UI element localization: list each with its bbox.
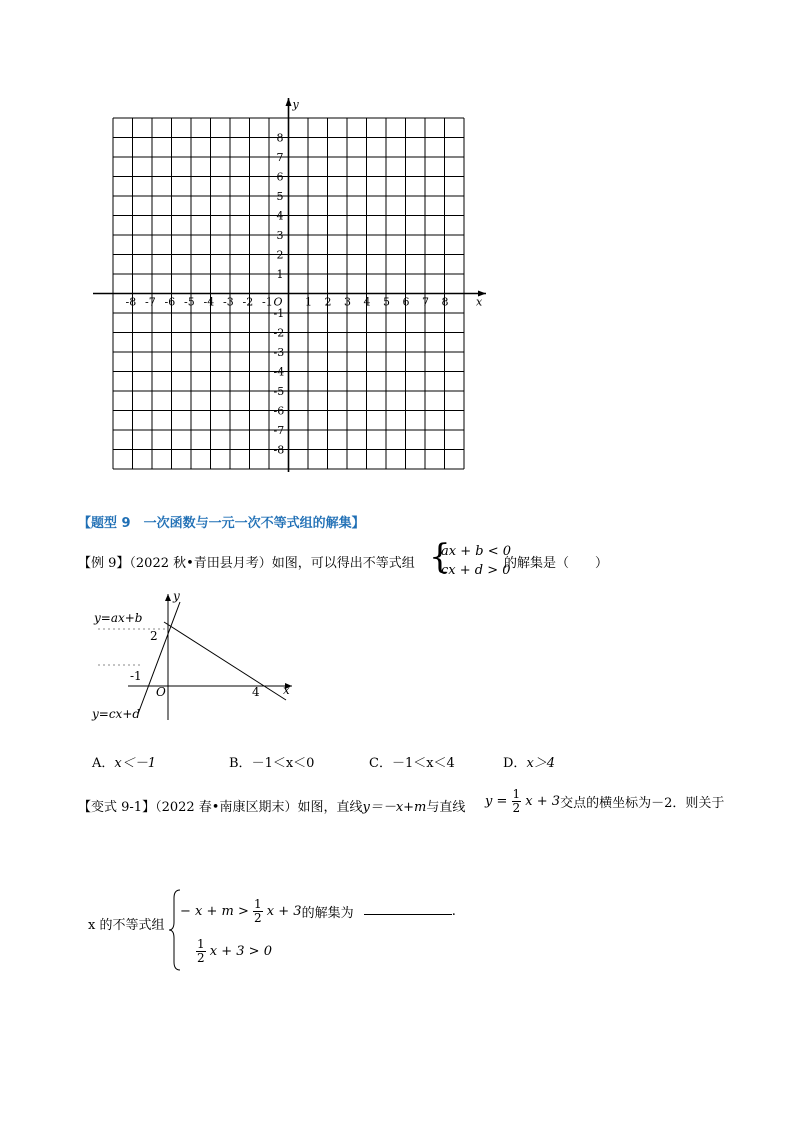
period: . <box>451 904 456 919</box>
x-tick-label: 6 <box>402 295 410 309</box>
x-tick-label: 5 <box>383 295 390 309</box>
x-tick-label: -1 <box>262 295 273 309</box>
fraction-den: 2 <box>512 801 521 815</box>
x-tick-label: -8 <box>125 295 137 309</box>
choice-a-text: x＜－1 <box>114 756 156 771</box>
ineq-1-frac-num: 1 <box>254 897 262 911</box>
example-9-figure <box>80 588 300 728</box>
example-9-suffix: 的解集是（ ） <box>504 556 609 571</box>
choice-d-text: x＞4 <box>526 756 556 771</box>
label-y-cx-d: y=cx+d <box>92 707 141 721</box>
choice-b-letter: B． <box>229 756 252 771</box>
y-tick-label: 2 <box>276 248 284 262</box>
y-tick-label: -1 <box>273 307 285 320</box>
choice-c-text: －1＜x＜4 <box>391 756 455 771</box>
variant-9-1-question <box>78 796 465 815</box>
x-tick-label: 1 <box>305 295 312 309</box>
x-tick-label: -5 <box>184 295 195 309</box>
y-tick-label: 4 <box>276 209 284 223</box>
y-tick-label: -4 <box>273 365 285 379</box>
label-x-axis: x <box>283 683 290 697</box>
variant-line-2 <box>485 788 724 815</box>
y-tick-label: 8 <box>276 131 284 145</box>
origin-label: O <box>273 295 283 309</box>
x-tick-label: -3 <box>223 295 234 309</box>
variant-9-1-tag: 【变式 9-1】 <box>78 800 156 815</box>
y-tick-label: 7 <box>276 151 284 164</box>
ineq-1-pre: − x + m > <box>180 904 249 919</box>
ineq-1-fraction <box>253 898 263 925</box>
variant-ineq-1 <box>180 898 456 925</box>
label-origin: O <box>156 685 166 699</box>
x-tick-label: 2 <box>324 295 332 309</box>
y-tick-label: -5 <box>273 385 285 398</box>
ineq-2-post: x + 3 > 0 <box>209 944 272 959</box>
variant-ineq-2 <box>196 938 272 965</box>
choice-b-text: －1＜x＜0 <box>251 756 315 771</box>
variant-line-1: y＝－x+m <box>362 800 427 815</box>
variant-tail: 交点的横坐标为－2．则关于 <box>560 796 725 811</box>
y-tick-label: -8 <box>273 443 285 457</box>
ineq-2-fraction <box>196 938 206 965</box>
y-tick-label: -2 <box>273 326 285 340</box>
x-tick-label: -6 <box>164 295 176 309</box>
x-tick-label: 3 <box>344 295 351 309</box>
example-9-question <box>78 552 415 571</box>
example-9-tag: 【例 9】 <box>78 556 130 571</box>
choice-a[interactable] <box>92 752 156 771</box>
fraction-half <box>512 788 522 815</box>
x-axis-label: x <box>476 295 483 309</box>
fraction-num: 1 <box>512 787 521 801</box>
choice-d-letter: D． <box>503 756 527 771</box>
variant-mid: 与直线 <box>426 800 466 815</box>
y-tick-label: -3 <box>273 346 285 359</box>
y-axis-arrow <box>286 98 292 106</box>
label-y-axis: y <box>173 589 180 603</box>
y-tick-label: 6 <box>276 170 284 184</box>
variant-line-2-post: x + 3 <box>525 794 561 809</box>
choice-c-letter: C． <box>369 756 392 771</box>
ineq-2-frac-den: 2 <box>197 951 205 965</box>
choice-c[interactable] <box>369 752 455 771</box>
brace-left: { <box>429 537 451 577</box>
label-4: 4 <box>252 685 260 699</box>
variant-q-pre: x 的不等式组 <box>88 918 165 933</box>
y-tick-label: 1 <box>276 268 284 281</box>
ineq-2-frac-num: 1 <box>197 937 205 951</box>
example-9-source: （2022 秋•青田县月考）如图，可以得出不等式组 <box>129 556 415 571</box>
variant-q-post: 的解集为 <box>301 906 354 921</box>
x-tick-label: -7 <box>145 295 156 309</box>
ineq-1-post: x + 3 <box>266 904 302 919</box>
choice-a-letter: A． <box>92 756 115 771</box>
y-tick-label: 3 <box>276 229 284 242</box>
coordinate-grid <box>80 90 500 480</box>
y-axis-label: y <box>292 98 299 111</box>
example-9-ineq-1: ax + b < 0 <box>441 544 511 559</box>
example-9-ineq-2: cx + d > 0 <box>441 563 511 578</box>
answer-blank[interactable] <box>364 902 452 915</box>
choice-b[interactable] <box>229 752 314 771</box>
variant-line-2-pre: y = <box>485 794 508 809</box>
variant-9-1-source: （2022 春•南康区期末）如图，直线 <box>155 800 363 815</box>
ineq-1-frac-den: 2 <box>254 911 262 925</box>
y-tick-label: -7 <box>273 424 285 437</box>
label-y-ax-b: y=ax+b <box>94 611 143 625</box>
label-neg-1: -1 <box>130 669 142 683</box>
y-tick-label: 5 <box>276 190 284 203</box>
y-tick-label: -6 <box>273 404 285 418</box>
choice-d[interactable] <box>503 752 555 771</box>
x-tick-label: 7 <box>422 295 429 309</box>
x-tick-label: 4 <box>363 295 371 309</box>
label-intercept-2: 2 <box>150 629 158 643</box>
x-tick-label: -4 <box>203 295 215 309</box>
x-tick-label: 8 <box>441 295 449 309</box>
section-title: 【题型 9 一次函数与一元一次不等式组的解集】 <box>78 516 365 531</box>
x-tick-label: -2 <box>242 295 254 309</box>
